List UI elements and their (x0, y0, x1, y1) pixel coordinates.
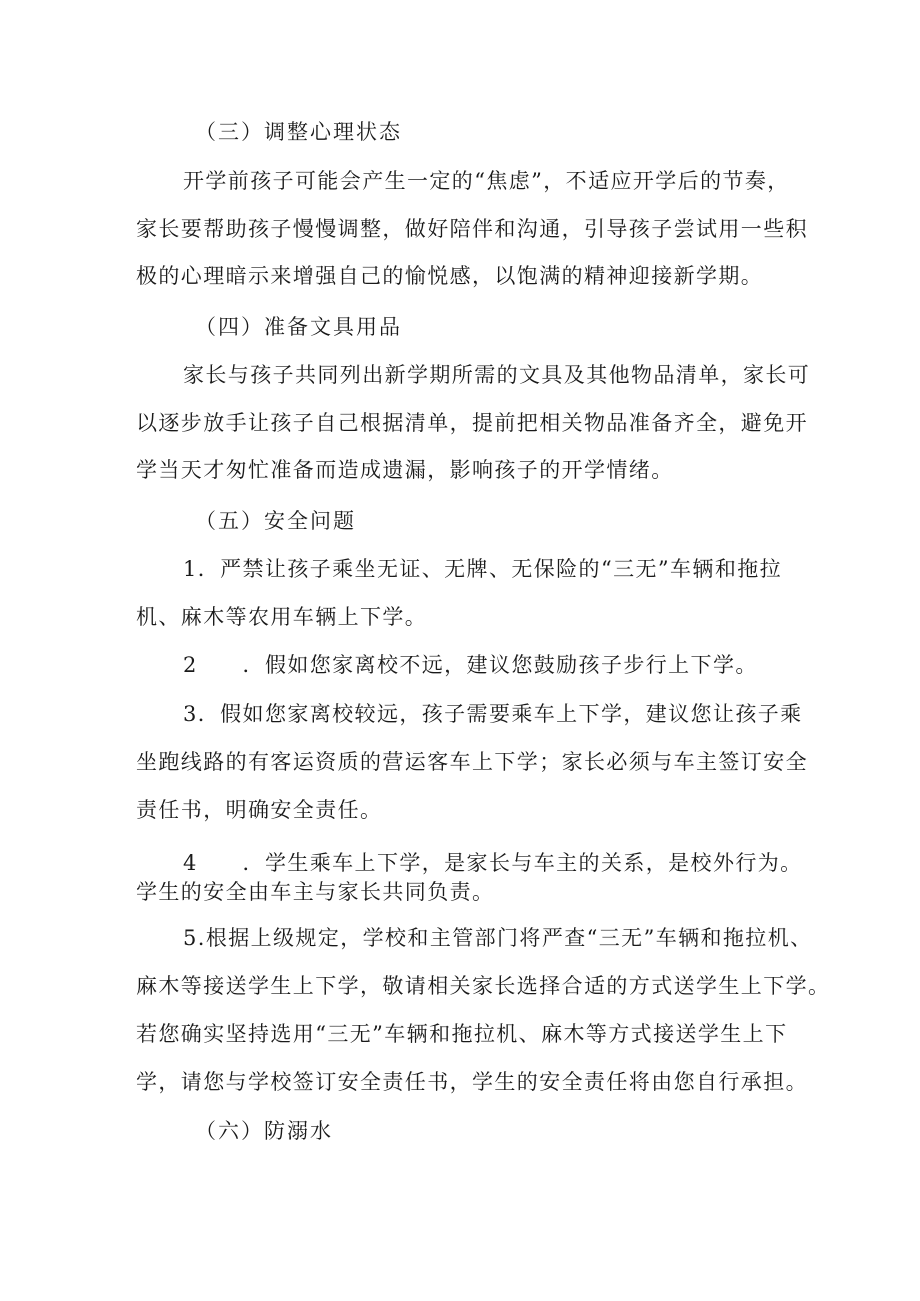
list-item-5-line: 5.根据上级规定，学校和主管部门将严查“三无”车辆和拖拉机、 (183, 926, 813, 950)
list-item-1-line: 机、麻木等农用车辆上下学。 (136, 605, 428, 629)
section-heading-3: （三）调整心理状态 (195, 120, 402, 144)
list-item-2-line: 2 ．假如您家离校不远，建议您鼓励孩子步行上下学。 (183, 653, 758, 677)
list-item-5-line: 学，请您与学校签订安全责任书，学生的安全责任将由您自行承担。 (136, 1070, 808, 1094)
section-heading-6: （六）防溺水 (195, 1119, 333, 1143)
section-heading-4: （四）准备文具用品 (195, 315, 402, 339)
paragraph-line: 家长与孩子共同列出新学期所需的文具及其他物品清单，家长可 (183, 363, 811, 387)
list-item-3-line: 坐跑线路的有客运资质的营运客车上下学；家长必须与车主签订安全 (136, 750, 808, 774)
paragraph-line: 家长要帮助孩子慢慢调整，做好陪伴和沟通，引导孩子尝试用一些积 (136, 217, 808, 241)
paragraph-line: 开学前孩子可能会产生一定的“焦虑”，不适应开学后的节奏， (183, 169, 790, 193)
paragraph-line: 以逐步放手让孩子自己根据清单，提前把相关物品准备齐全，避免开 (136, 411, 808, 435)
list-item-5-line: 若您确实坚持选用“三无”车辆和拖拉机、麻木等方式接送学生上下 (136, 1022, 788, 1046)
list-item-3-line: 责任书，明确安全责任。 (136, 798, 383, 822)
list-item-4-line: 4 ．学生乘车上下学，是家长与车主的关系，是校外行为。 (183, 851, 803, 875)
section-heading-5: （五）安全问题 (195, 509, 356, 533)
list-item-5-line: 麻木等接送学生上下学，敬请相关家长选择合适的方式送学生上下学。 (136, 974, 831, 998)
list-item-1-line: 1．严禁让孩子乘坐无证、无牌、无保险的“三无”车辆和拖拉 (183, 557, 783, 581)
paragraph-line: 极的心理暗示来增强自己的愉悦感，以饱满的精神迎接新学期。 (136, 264, 764, 288)
paragraph-line: 学当天才匆忙准备而造成遗漏，影响孩子的开学情绪。 (136, 458, 674, 482)
list-item-3-line: 3．假如您家离校较远，孩子需要乘车上下学，建议您让孩子乘 (183, 702, 803, 726)
list-item-4-line: 学生的安全由车主与家长共同负责。 (136, 880, 495, 904)
